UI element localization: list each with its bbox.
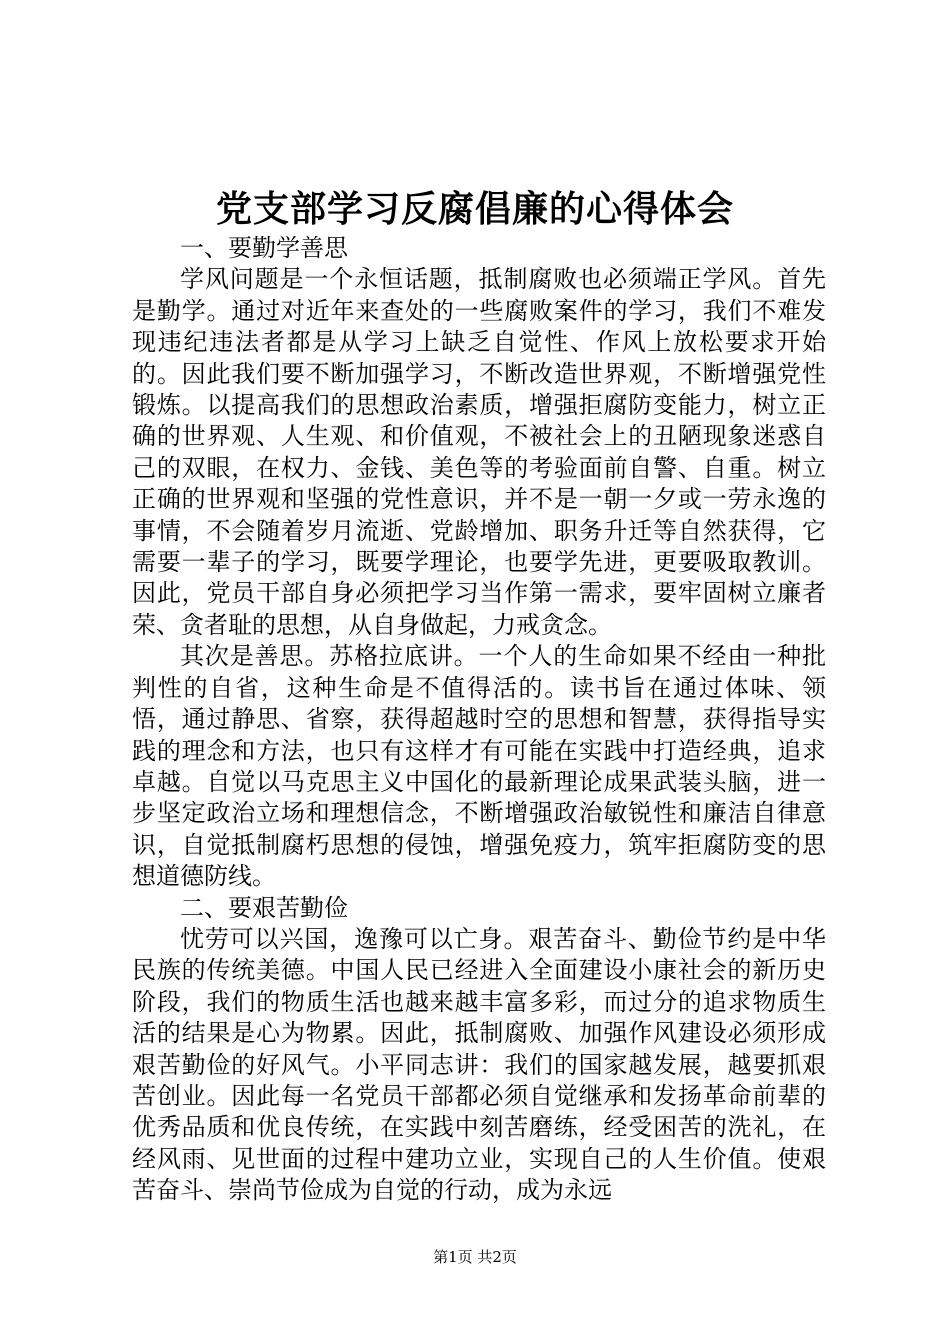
document-title: 党支部学习反腐倡廉的心得体会 [215, 188, 734, 230]
document-body [132, 233, 826, 1207]
section-heading-2: 二、要艰苦勤俭 [180, 893, 348, 922]
paragraph: 忧劳可以兴国，逸豫可以亡身。艰苦奋斗、勤俭节约是中华民族的传统美德。中国人民已经进入全面建设小康社会的新历史阶段，我们的物质生活也越来越丰富多彩，而过分的追求物质生活的结果是心为物累。因此，抵制腐败、加强作风建设必须形成艰苦勤俭的好风气。小平同志讲：我们的国家越发展，越要抓艰苦创业。因此每一名党员干部都必须自觉继承和发扬革命前辈的优秀品质和优良传统，在实践中刻苦磨练，经受困苦的洗礼，在经风雨、见世面的过程中建功立业，实现自己的人生价值。使艰苦奋斗、崇尚节俭成为自觉的行动，成为永远 [132, 924, 826, 1205]
section-heading-1: 一、要勤学善思 [180, 234, 348, 262]
paragraph: 学风问题是一个永恒话题，抵制腐败也必须端正学风。首先是勤学。通过对近年来查处的一些腐败案件的学习，我们不难发现违纪违法者都是从学习上缺乏自觉性、作风上放松要求开始的。因此我们要不断加强学习，不断改造世界观，不断增强党性锻炼。以提高我们的思想政治素质，增强拒腐防变能力，树立正确的世界观、人生观、和价值观，不被社会上的丑陋现象迷惑自己的双眼，在权力、金钱、美色等的考验面前自警、自重。树立正确的世界观和坚强的党性意识，并不是一朝一夕或一劳永逸的事情，不会随着岁月流逝、党龄增加、职务升迁等自然获得，它需要一辈子的学习，既要学理论，也要学先进，更要吸取教训。因此，党员干部自身必须把学习当作第一需求，要牢固树立廉者荣、贪者耻的思想，从自身做起，力戒贪念。 [132, 265, 826, 639]
page-number-footer: 第1页 共2页 [433, 1248, 517, 1266]
paragraph: 其次是善思。苏格拉底讲。一个人的生命如果不经由一种批判性的自省，这种生命是不值得活的。读书旨在通过体味、领悟，通过静思、省察，获得超越时空的思想和智慧，获得指导实践的理念和方法，也只有这样才有可能在实践中打造经典，追求卓越。自觉以马克思主义中国化的最新理论成果武装头脑，进一步坚定政治立场和理想信念，不断增强政治敏锐性和廉洁自律意识，自觉抵制腐朽思想的侵蚀，增强免疫力，筑牢拒腐防变的思想道德防线。 [132, 642, 826, 891]
